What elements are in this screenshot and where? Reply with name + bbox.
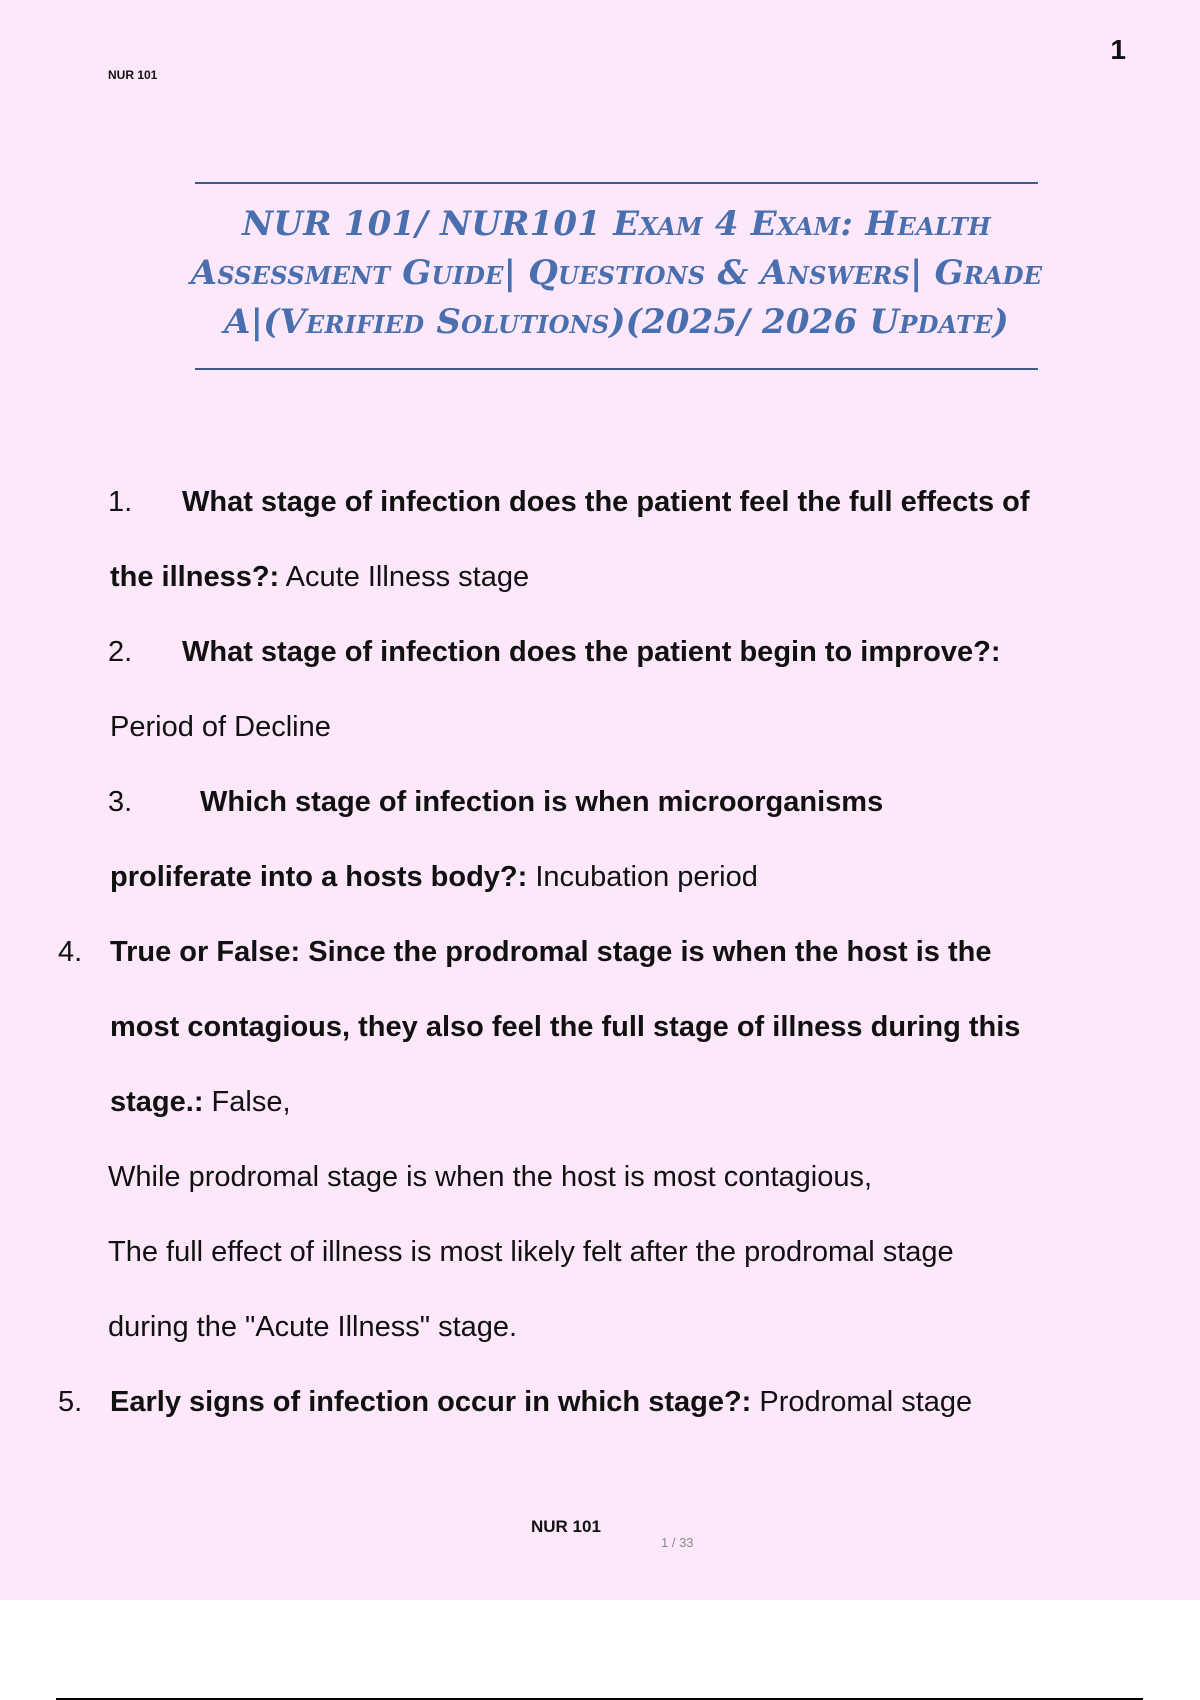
question-1-text-end: the illness?: (110, 561, 280, 593)
question-3 (108, 782, 883, 822)
question-4-text: True or False: Since the prodromal stage is when the host is the (110, 936, 992, 968)
title-top-rule (195, 182, 1038, 184)
question-5-number: 5. (58, 1386, 83, 1418)
answer-4-explanation-3: during the "Acute Illness" stage. (108, 1311, 518, 1343)
title-line-1: NUR 101/ NUR101 Exam 4 Exam: Health (242, 204, 991, 244)
question-1-number: 1. (108, 486, 133, 518)
question-4 (58, 932, 991, 972)
question-3-text-end: proliferate into a hosts body?: (110, 861, 528, 893)
question-4-continued (110, 1082, 291, 1122)
question-5 (58, 1382, 972, 1422)
answer-4: False, (203, 1086, 291, 1118)
answer-4-explanation-1: While prodromal stage is when the host is most contagious, (108, 1161, 873, 1193)
question-5-text: Early signs of infection occur in which stage?: (110, 1386, 752, 1418)
header-course-label: NUR 101 (108, 68, 158, 82)
question-2-number: 2. (108, 636, 133, 668)
answer-4-explanation-2: The full effect of illness is most likely felt after the prodromal stage (108, 1236, 954, 1268)
document-title (180, 200, 1053, 347)
question-3-continued (110, 857, 758, 897)
question-4-number: 4. (58, 936, 83, 968)
question-4-text-end: stage.: (110, 1086, 204, 1118)
page-number: 1 (1110, 34, 1126, 65)
title-line-2: Assessment Guide| Questions & Answers| Grade (190, 253, 1043, 293)
title-line-3: A|(Verified Solutions)(2025/ 2026 Update) (224, 302, 1009, 342)
question-1-continued (110, 557, 529, 597)
question-3-text: Which stage of infection is when microorganisms (200, 786, 884, 818)
answer-5: Prodromal stage (751, 1386, 973, 1418)
title-bottom-rule (195, 368, 1038, 370)
answer-1: Acute Illness stage (279, 561, 530, 593)
question-1-text: What stage of infection does the patient feel the full effects of (182, 486, 1030, 518)
footer-course-label: NUR 101 (531, 1517, 601, 1536)
question-3-number: 3. (108, 786, 133, 818)
question-4-text-line-2: most contagious, they also feel the full stage of illness during this (110, 1011, 1021, 1043)
question-1 (108, 482, 1030, 522)
question-2-text: What stage of infection does the patient begin to improve?: (182, 636, 1001, 668)
answer-2: Period of Decline (110, 711, 331, 743)
question-2 (108, 632, 1000, 672)
answer-3: Incubation period (527, 861, 758, 893)
footer-pagination: 1 / 33 (661, 1535, 694, 1550)
